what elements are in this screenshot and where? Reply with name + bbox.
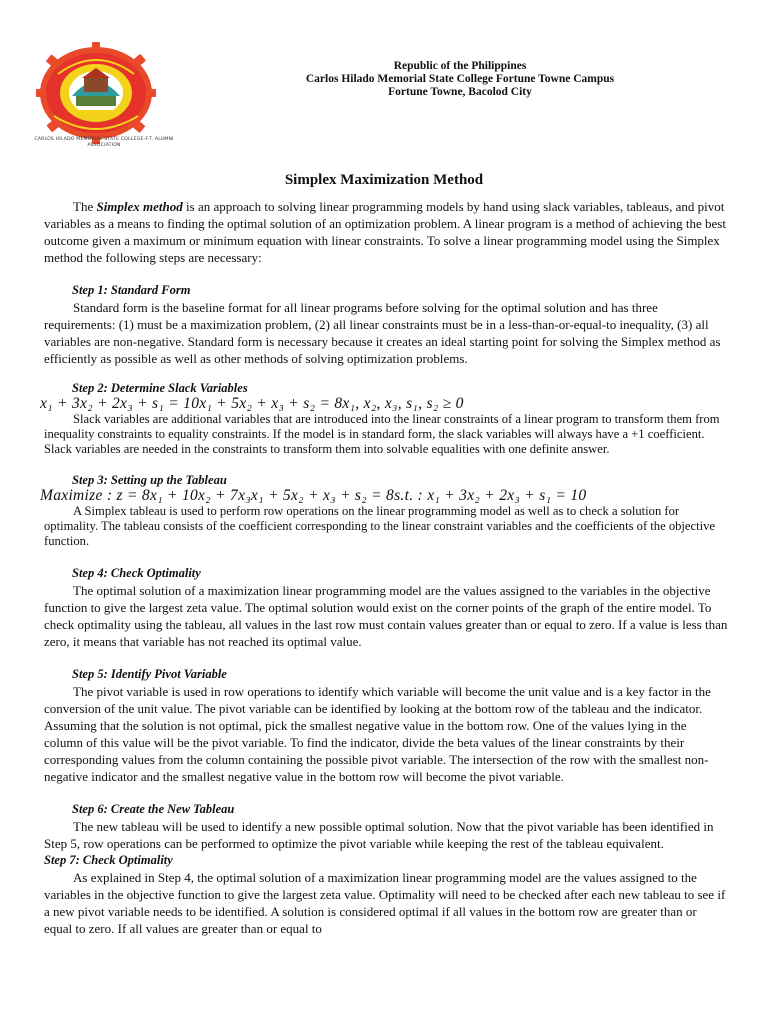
step-6-heading: Step 6: Create the New Tableau xyxy=(72,802,235,816)
letterhead-country: Republic of the Philippines xyxy=(393,60,527,72)
step-2-equation: x₁ + 3x₂ + 2x₃ + s₁ = 10x₁ + 5x₂ + x₃ + s₂ = 8x₁, x₂, x₃, s₁, s₂ ≥ 0 xyxy=(40,395,464,412)
step-4-heading: Step 4: Check Optimality xyxy=(72,566,201,580)
step-1-body: Standard form is the baseline format for all linear programs before solving for the optimal solution and has three requirements: (1) must be a maximization problem, (2) all linear constraints must be in a less-than-or-equal-to inequality, (3) all variables are non-negative. Standard form is necessary because it creates an ideal starting point for solving the Simplex method as efficiently as possible as well as other methods of solving optimization problems. xyxy=(44,300,721,366)
letterhead-college: Carlos Hilado Memorial State College Fortune Towne Campus xyxy=(305,73,615,85)
document-body xyxy=(40,198,728,937)
step-2-body: Slack variables are additional variables that are introduced into the linear constraints of a linear program to transform them from inequality constraints to equality constraints. If the model is in standard form, the slack variables will always have a +1 coefficient. Slack variables are needed in the constraints to transform them into solvable equalities with one definite answer. xyxy=(44,412,720,456)
step-3-heading: Step 3: Setting up the Tableau xyxy=(72,473,227,487)
letterhead xyxy=(180,60,740,99)
step-7-heading: Step 7: Check Optimality xyxy=(44,853,173,867)
step-3-equation: Maximize : z = 8x₁ + 10x₂ + 7x₃x₁ + 5x₂ + x₃ + s₂ = 8s.t. : x₁ + 3x₂ + 2x₃ + s₁ = 10 xyxy=(40,487,587,504)
letterhead-address: Fortune Towne, Bacolod City xyxy=(388,86,532,98)
step-2-heading: Step 2: Determine Slack Variables xyxy=(72,381,248,395)
step-7-body: As explained in Step 4, the optimal solution of a maximization linear programming model are the values assigned to the variables in the objective function to give the largest zeta value. Optimality will need to be checked after each new tableau to see if a new pivot variable needs to be identified. A solution is considered optimal if all values in the bottom row are greater than or equal to zero. If all values are greater than or equal to xyxy=(44,870,726,936)
document-title: Simplex Maximization Method xyxy=(284,172,484,188)
step-4-body: The optimal solution of a maximization linear programming model are the values assigned to the variables in the objective function to give the largest zeta value. The optimal solution would exist on the corner points of the graph of the entire model. To check optimality using the tableau, all values in the last row must contain values greater than or equal to zero. If a value is less than zero, it means that variable has not reached its optimal value. xyxy=(44,583,728,649)
step-5-heading: Step 5: Identify Pivot Variable xyxy=(72,667,227,681)
intro-paragraph xyxy=(44,198,728,266)
logo-caption: CARLOS HILADO MEMORIAL STATE COLLEGE-F.T. ALUMNI ASSOCIATION xyxy=(34,137,174,148)
intro-pre: The xyxy=(73,199,97,214)
step-5-body: The pivot variable is used in row operations to identify which variable will become the unit value and is a key factor in the conversion of the unit value. The pivot variable can be identified by looking at the bottom row of the tableau and the indicator. Assuming that the solution is not optimal, pick the smallest negative value in the bottom row. One of the values lying in the column of this value will be the pivot variable. To find the indicator, divide the beta values of the linear constraints by their corresponding values from the column containing the possible pivot variable. The intersection of the row with the smallest non-negative indicator and the smallest negative value in the bottom row will become the pivot variable. xyxy=(44,684,711,784)
step-1-heading: Step 1: Standard Form xyxy=(72,283,191,297)
intro-emphasis: Simplex method xyxy=(96,199,183,214)
step-6-body: The new tableau will be used to identify a new possible optimal solution. Now that the pivot variable has been identified in Step 5, row operations can be performed to optimize the pivot variable while keeping the rest of the tableau equivalent. xyxy=(44,819,714,851)
step-3-body: A Simplex tableau is used to perform row operations on the linear programming model as well as to check a solution for optimality. The tableau consists of the coefficient corresponding to the linear constraint variables and the coefficients of the objective function. xyxy=(44,504,715,548)
intro-post: is an approach to solving linear programming models by hand using slack variables, tableaus, and pivot variables as a means to finding the optimal solution of an optimization problem. A linear program is a method of achieving the best outcome given a maximum or minimum equation with linear constraints. To solve a linear programming model using the Simplex method the following steps are necessary: xyxy=(44,199,726,265)
